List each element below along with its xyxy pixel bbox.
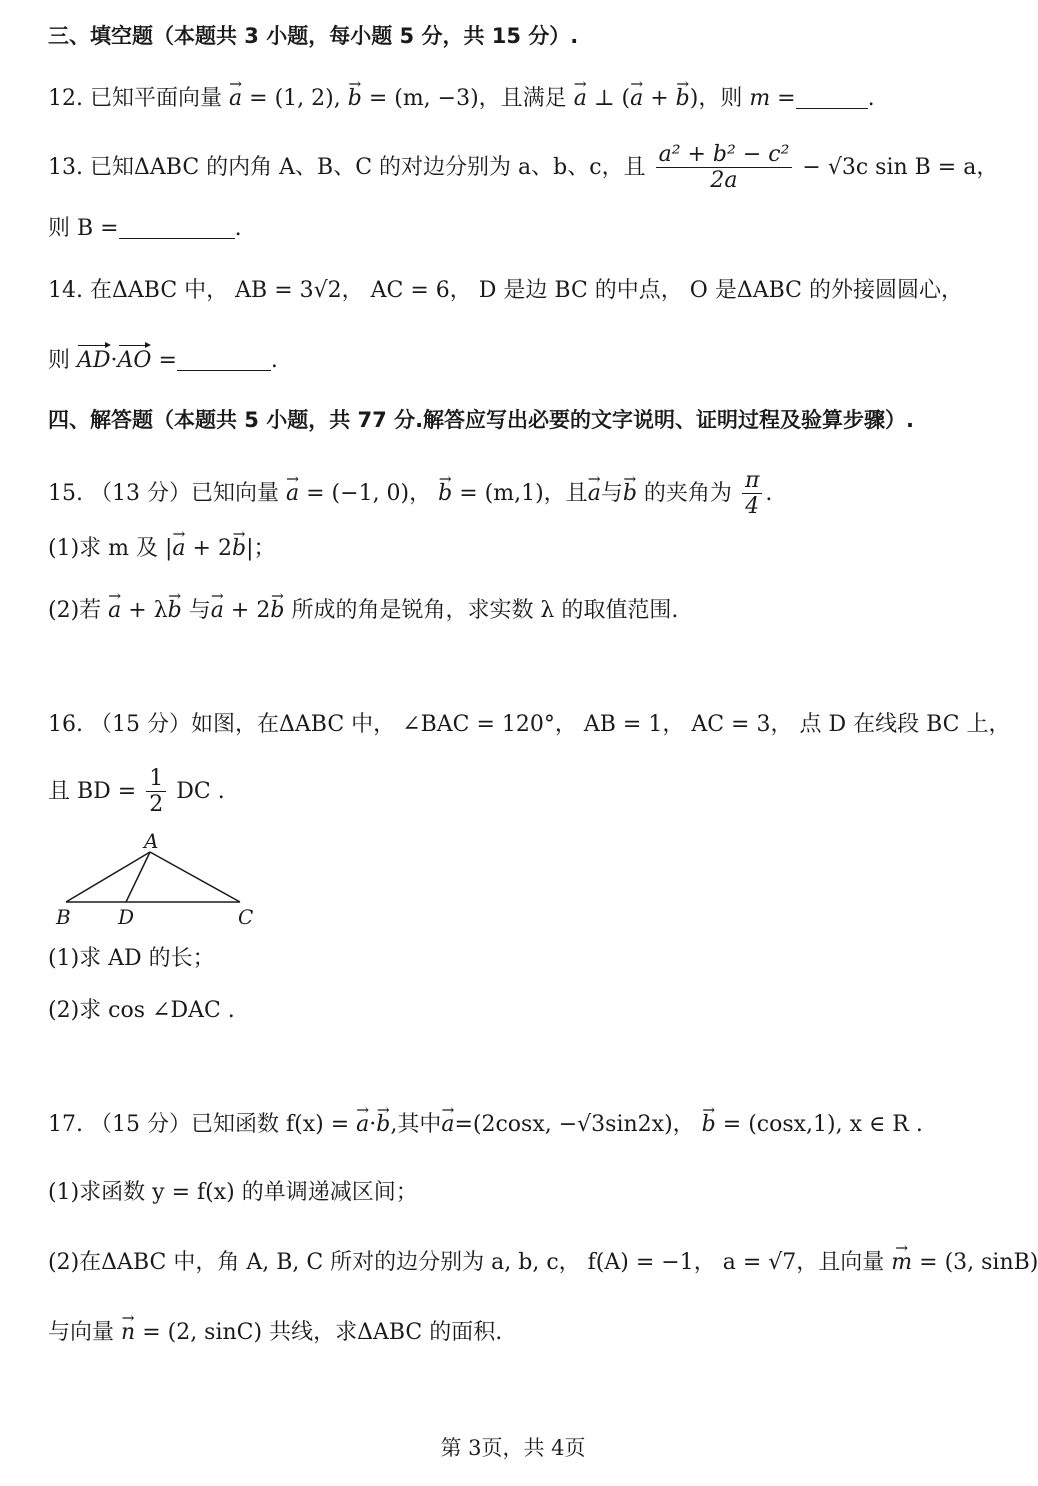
- fraction-numerator: 1: [146, 766, 166, 792]
- question-text: (2)若: [48, 598, 102, 623]
- vector-b: → b: [623, 481, 637, 507]
- question-text: 则: [48, 348, 71, 373]
- section-4-heading: 四、解答题（本题共 5 小题，共 77 分.解答应写出必要的文字说明、证明过程及验算步骤）.: [48, 408, 915, 432]
- vector-b: → b: [348, 86, 362, 112]
- question-text: =: [158, 348, 177, 373]
- question-text: .: [270, 348, 278, 373]
- question-text: = (1, 2),: [249, 86, 341, 111]
- vector-b: → b: [676, 86, 690, 112]
- answer-blank[interactable]: [796, 86, 868, 109]
- fraction-numerator: π: [742, 468, 762, 494]
- question-text: (2)在ΔABC 中，角 A, B, C 所对的边分别为 a, b, c， f(A) = −1， a = √7，且向量: [48, 1250, 885, 1275]
- answer-blank[interactable]: [119, 216, 235, 239]
- vector-b: → b: [168, 598, 182, 624]
- question-text: +: [650, 86, 669, 111]
- vector-a: → a: [630, 86, 643, 112]
- question-17-part-2-continued: [48, 1320, 502, 1346]
- page-number-footer: 第 3页，共 4页: [440, 1436, 586, 1460]
- question-number: 17.: [48, 1112, 83, 1137]
- question-number: 14.: [48, 278, 83, 303]
- question-text: − √3c sin B = a，: [802, 154, 999, 180]
- vector-ao: AO: [117, 348, 152, 373]
- question-16-part-1: (1)求 AD 的长；: [48, 946, 215, 971]
- fraction: [656, 142, 793, 194]
- question-text: （15 分）已知函数 f(x) =: [90, 1112, 350, 1137]
- vector-a: → a: [229, 86, 242, 112]
- question-number: 16.: [48, 712, 83, 737]
- question-text: 与向量: [48, 1320, 115, 1345]
- question-text: = (−1, 0)，: [306, 480, 432, 506]
- question-text: ,其中: [390, 1112, 442, 1137]
- question-13-continued: [48, 216, 242, 242]
- answer-blank[interactable]: [177, 348, 271, 371]
- question-text: ⊥ (: [593, 86, 631, 111]
- label-c: C: [238, 905, 254, 929]
- question-text: （15 分）如图，在ΔABC 中， ∠BAC = 120°， AB = 1， AC = 3， 点 D 在线段 BC 上，: [90, 712, 1011, 737]
- vector-a: → a: [108, 598, 121, 624]
- question-text: 且 BD =: [48, 778, 137, 804]
- vector-b: → b: [438, 481, 452, 507]
- question-text: |；: [246, 536, 276, 561]
- vector-b: → b: [270, 598, 284, 624]
- question-16: [48, 712, 1011, 738]
- fraction: [146, 766, 166, 818]
- question-14: [48, 278, 963, 304]
- question-text: （13 分）已知向量: [90, 480, 279, 506]
- question-text: + λ: [128, 598, 168, 623]
- question-text: ·: [110, 348, 118, 373]
- question-text: ·: [369, 1112, 377, 1137]
- question-text: = (cosx,1), x ∈ R .: [722, 1112, 923, 1137]
- label-d: D: [118, 905, 135, 929]
- question-text: 已知ΔABC 的内角 A、B、C 的对边分别为 a、b、c，且: [90, 154, 646, 180]
- vector-b: → b: [702, 1112, 716, 1138]
- question-text: + 2: [230, 598, 271, 623]
- question-text: = (m, −3)，且满足: [368, 86, 567, 111]
- question-text: .: [765, 480, 773, 506]
- fraction-denominator: 4: [745, 494, 760, 520]
- label-a: A: [144, 829, 159, 853]
- vector-n: → n: [121, 1320, 135, 1346]
- vector-a: → a: [356, 1112, 369, 1138]
- question-text: = (m,1)，且: [459, 480, 588, 506]
- question-text: 所成的角是锐角，求实数 λ 的取值范围.: [291, 598, 679, 623]
- question-17-part-2: [48, 1250, 1038, 1276]
- question-text: 则 B =: [48, 216, 119, 241]
- triangle-figure: [48, 828, 268, 932]
- question-17-part-1: (1)求函数 y = f(x) 的单调递减区间；: [48, 1180, 418, 1205]
- question-13: [48, 142, 998, 194]
- side-ac: [150, 852, 240, 902]
- question-text: = (2, sinC) 共线，求ΔABC 的面积.: [142, 1320, 503, 1345]
- question-16-part-2: (2)求 cos ∠DAC .: [48, 998, 235, 1023]
- question-text: DC .: [176, 778, 225, 804]
- question-text: )，则: [689, 86, 743, 111]
- vector-a: → a: [286, 481, 299, 507]
- section-3-heading: 三、填空题（本题共 3 小题，每小题 5 分，共 15 分）.: [48, 24, 579, 48]
- question-text: 与: [600, 480, 623, 506]
- vector-a: → a: [172, 536, 185, 562]
- question-number: 15.: [48, 480, 83, 506]
- fraction: [742, 468, 762, 520]
- vector-b: → b: [232, 536, 246, 562]
- question-number: 13.: [48, 154, 83, 180]
- question-15-part-1: [48, 536, 276, 562]
- question-text: .: [234, 216, 242, 241]
- question-14-continued: [48, 348, 278, 374]
- fraction-denominator: 2a: [710, 168, 738, 194]
- fraction-numerator: a² + b² − c²: [656, 142, 793, 168]
- question-15-part-2: [48, 598, 678, 624]
- question-12: [48, 86, 875, 112]
- question-text: 已知平面向量: [90, 86, 223, 111]
- question-16-continued: [48, 766, 225, 818]
- question-text: 在ΔABC 中， AB = 3√2， AC = 6， D 是边 BC 的中点， O 是ΔABC 的外接圆圆心，: [90, 278, 964, 303]
- question-text: .: [867, 86, 875, 111]
- question-text: (1)求 m 及 |: [48, 536, 173, 561]
- question-text: 的夹角为: [643, 480, 732, 506]
- question-text: =(2cosx, −√3sin2x)，: [454, 1112, 695, 1137]
- vector-a: → a: [211, 598, 224, 624]
- question-text: m =: [749, 86, 796, 111]
- vector-b: → b: [376, 1112, 390, 1138]
- fraction-denominator: 2: [149, 792, 164, 818]
- vector-a: → a: [441, 1112, 454, 1138]
- question-text: 与: [188, 598, 211, 623]
- vector-ad: AD: [77, 348, 111, 373]
- question-15: [48, 468, 772, 520]
- question-17: [48, 1112, 923, 1138]
- question-text: + 2: [192, 536, 232, 561]
- label-b: B: [56, 905, 71, 929]
- question-text: = (3, sinB): [919, 1250, 1038, 1275]
- vector-a: → a: [588, 481, 601, 507]
- vector-a: → a: [574, 86, 587, 112]
- question-number: 12.: [48, 86, 83, 111]
- vector-m: → m: [891, 1250, 912, 1276]
